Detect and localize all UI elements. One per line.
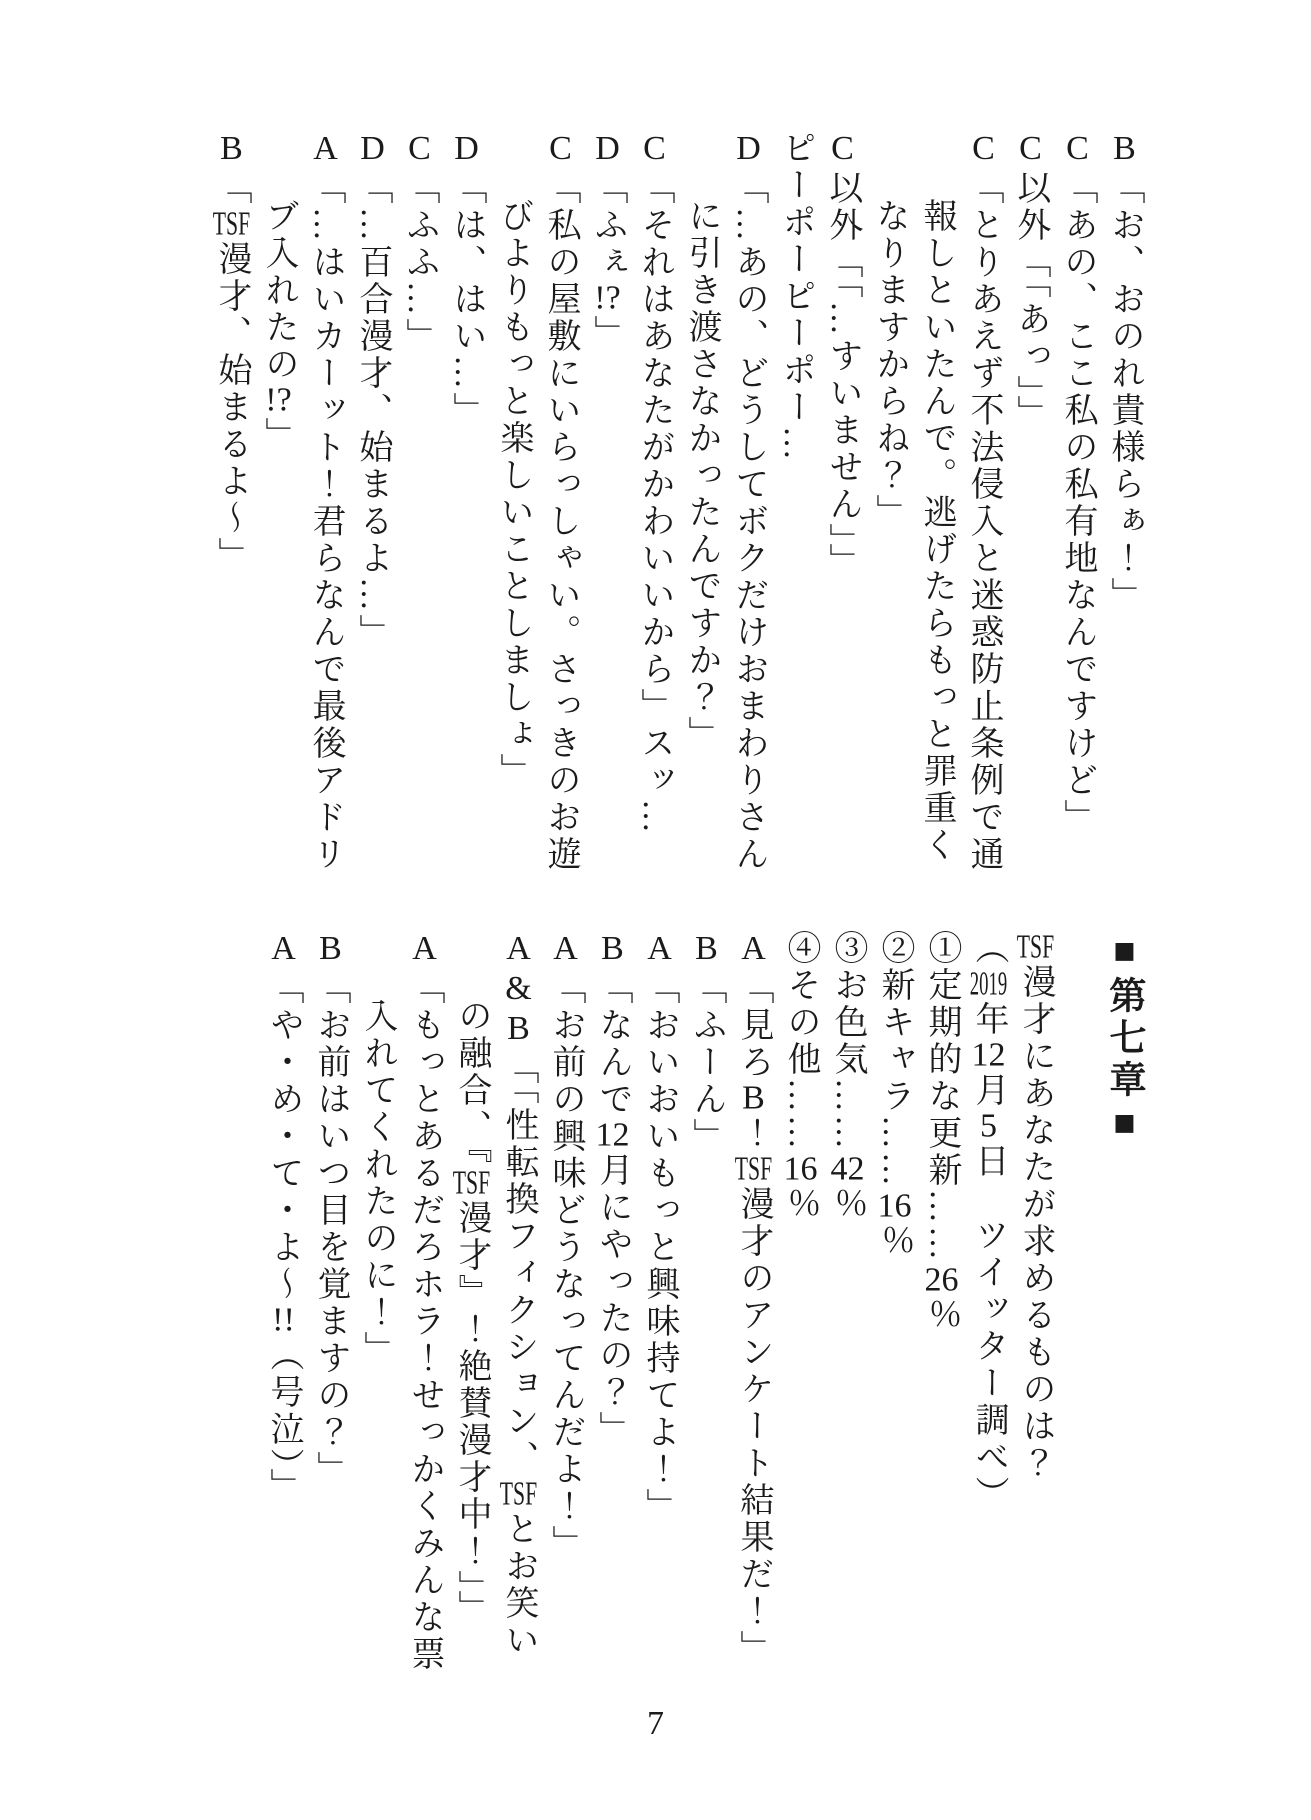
- dialogue-line: [631, 130, 678, 875]
- dialogue-line: [866, 130, 1007, 875]
- speaker-label: C以外: [824, 130, 861, 244]
- survey-result-text: ②新キャラ……16％: [876, 930, 913, 1260]
- dialogue-text: 「ふふ…」: [401, 170, 438, 355]
- dialogue-line: [255, 130, 349, 875]
- dialogue-line: [683, 930, 730, 1685]
- survey-question: [1012, 930, 1059, 1685]
- dialogue-line: [542, 930, 589, 1685]
- survey-source: [965, 930, 1012, 1685]
- dialogue-line: [307, 930, 354, 1685]
- speaker-label: C: [542, 130, 579, 170]
- speaker-label: B: [312, 930, 349, 970]
- dialogue-text: 「ふぇ!?」: [589, 170, 626, 352]
- dialogue-text: 「おいおいもっと興味持てよ！」: [641, 970, 678, 1525]
- dialogue-line: [443, 130, 490, 875]
- dialogue-text: 「や・め・て・よ～!!（号泣）」: [265, 970, 302, 1505]
- dialogue-line: [1054, 130, 1101, 875]
- speaker-label: D: [354, 130, 391, 170]
- survey-result-item: [824, 930, 871, 1685]
- survey-result-text: ④その他……16％: [782, 930, 819, 1223]
- dialogue-block-top: [208, 130, 1148, 875]
- survey-result-item: [777, 930, 824, 1685]
- speaker-label: B: [594, 930, 631, 970]
- speaker-label: A: [547, 930, 584, 970]
- speaker-label: C: [636, 130, 673, 170]
- dialogue-line: [260, 930, 307, 1685]
- dialogue-line: [678, 130, 772, 875]
- dialogue-line: [490, 130, 584, 875]
- survey-question-text: TSF漫才にあなたが求めるものは？: [1016, 930, 1055, 1482]
- speaker-label: B: [1106, 130, 1143, 170]
- speaker-label: A: [406, 930, 443, 970]
- dialogue-text: 「あの、ここ私の私有地なんですけど」: [1059, 170, 1096, 836]
- dialogue-text: 「「性転換フィクション、TSFとお笑いの融合、『TSF漫才』！絶賛漫才中！」」: [452, 998, 538, 1659]
- dialogue-line: [1101, 130, 1148, 875]
- page-number: 7: [647, 1705, 664, 1742]
- dialogue-line: [354, 930, 448, 1685]
- dialogue-text: 「「…すいません」」: [824, 244, 861, 580]
- dialogue-text: 「ふーん」: [688, 970, 725, 1155]
- dialogue-line: [730, 930, 777, 1685]
- dialogue-line: [396, 130, 443, 875]
- dialogue-text: 「TSF漫才、始まるよ～」: [212, 170, 251, 574]
- chapter-block-bottom: [260, 930, 1148, 1685]
- dialogue-line: [1007, 130, 1054, 875]
- speaker-label: A: [307, 130, 344, 170]
- dialogue-line: [208, 130, 255, 875]
- survey-result-item: [871, 930, 918, 1685]
- survey-source-text: （2019年12月5日 ツイッター調べ）: [969, 930, 1008, 1513]
- dialogue-text: 「もっとあるだろホラ！せっかくみんな票入れてくれたのに！」: [359, 970, 443, 1673]
- speaker-label: B: [688, 930, 725, 970]
- speaker-label: D: [589, 130, 626, 170]
- survey-result-text: ③お色気……42％: [829, 930, 866, 1223]
- speaker-label: A: [735, 930, 772, 970]
- dialogue-line: [589, 930, 636, 1685]
- dialogue-text: 「…あの、どうしてボクだけおまわりさんに引き渡さなかったんですか？」: [683, 170, 767, 873]
- speaker-label: D: [448, 130, 485, 170]
- survey-result-text: ①定期的な更新……26％: [923, 930, 960, 1334]
- dialogue-text: 「お前はいつ目を覚ますの？」: [312, 970, 349, 1488]
- dialogue-line: [349, 130, 396, 875]
- dialogue-text: 「とりあえず不法侵入と迷惑防止条例で通報しといたんで。逃げたらもっと罪重くなりますからね？」: [871, 170, 1002, 873]
- dialogue-text: 「…百合漫才、始まるよ…」: [354, 170, 391, 651]
- dialogue-text: 「…はいカーット！君らなんで最後アドリブ入れたの!?」: [260, 170, 344, 873]
- dialogue-line: [584, 130, 631, 875]
- dialogue-text: ピーポーピーポー…: [777, 130, 814, 463]
- survey-result-item: [918, 930, 965, 1685]
- speaker-label: A: [641, 930, 678, 970]
- speaker-label: B: [213, 130, 250, 170]
- dialogue-text: 「お前の興味どうなってんだよ！」: [547, 970, 584, 1562]
- speaker-label: A&B: [500, 930, 537, 1050]
- dialogue-text: 「それはあなたがかわいいから」スッ…: [636, 170, 673, 836]
- dialogue-text: 「なんで12月にやったの？」: [594, 970, 631, 1448]
- speaker-label: C: [401, 130, 438, 170]
- dialogue-text: 「「あっ」」: [1012, 244, 1049, 432]
- speaker-label: C: [965, 130, 1002, 170]
- dialogue-line: [448, 930, 542, 1685]
- dialogue-text: 「は、はい…」: [448, 170, 485, 429]
- dialogue-line: [636, 930, 683, 1685]
- dialogue-text: 「見ろB！TSF漫才のアンケート結果だ！」: [734, 970, 773, 1667]
- speaker-label: C: [1059, 130, 1096, 170]
- dialogue-text: 「お、おのれ貴様らぁ！」: [1106, 170, 1143, 614]
- chapter-heading: ■第七章■: [1104, 930, 1145, 1148]
- dialogue-text: 「私の屋敷にいらっしゃい。さっきのお遊びよりもっと楽しいことしましょ」: [495, 170, 579, 873]
- dialogue-line: [819, 130, 866, 875]
- speaker-label: C以外: [1012, 130, 1049, 244]
- speaker-label: D: [730, 130, 767, 170]
- sound-effect-line: [772, 130, 819, 875]
- speaker-label: A: [265, 930, 302, 970]
